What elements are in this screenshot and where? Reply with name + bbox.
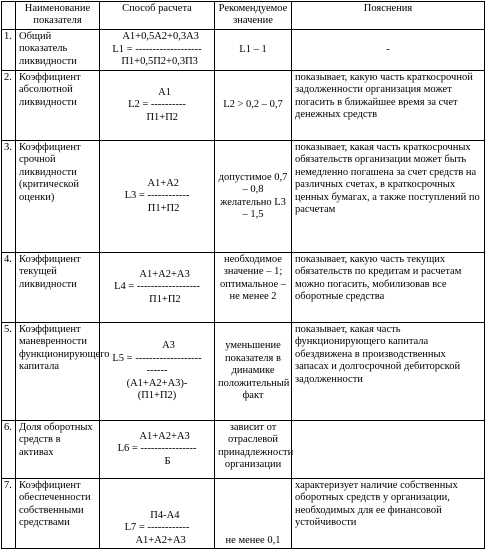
formula-fraction-line: L5 = ------------------- — [112, 352, 202, 364]
indicator-name: Коэффициент текущей ликвидности — [16, 253, 100, 323]
table-row — [2, 141, 485, 253]
table-row — [2, 253, 485, 323]
formula — [100, 141, 215, 253]
formula-denominator: П1+П2 — [134, 202, 180, 214]
formula-denominator: П1+0,5П2+0,3П3 — [116, 56, 198, 68]
row-number: 5. — [2, 323, 16, 421]
formula-numerator: A1+A2+A3 — [124, 430, 190, 442]
recommended-value: зависит от отраслевой принадлежности организации — [215, 421, 292, 479]
formula-numerator: A1+A2+A3 — [124, 268, 190, 280]
liquidity-ratios-table — [1, 1, 485, 549]
notes: - — [292, 30, 485, 71]
formula-fraction-line: L2 = ---------- — [128, 99, 186, 111]
header-num — [2, 2, 16, 30]
row-number: 2. — [2, 71, 16, 141]
formula-fraction-line: L6 = ---------------- — [117, 443, 197, 455]
formula-numerator: П4-A4 — [134, 509, 180, 521]
formula-denominator: П1+П2 — [133, 293, 181, 305]
formula — [100, 30, 215, 71]
formula-fraction-line-cont: ------ — [146, 365, 168, 377]
notes: показывает, какая часть функционирующего капитала обездвижена в производственных запасах и долгосрочной дебиторской задолженности — [292, 323, 485, 421]
table-row — [2, 479, 485, 549]
header-notes: Пояснения — [292, 2, 485, 30]
row-number: 4. — [2, 253, 16, 323]
notes: показывает, какая часть краткосрочных обязательств организации может быть немедленно погашена за счет средств на различных счетах, в краткосрочных ценных бумагах, а также поступлений по расчетам — [292, 141, 485, 253]
header-name: Наименование показателя — [16, 2, 100, 30]
indicator-name: Общий показатель ликвидности — [16, 30, 100, 71]
recommended-value: необходимое значение – 1; оптимальное – не менее 2 — [215, 253, 292, 323]
notes: показывает, какую часть текущих обязательств по кредитам и расчетам можно погасить, мобилизовав все оборотные средства — [292, 253, 485, 323]
notes — [292, 421, 485, 479]
header-method: Способ расчета — [100, 2, 215, 30]
header-recommended: Рекомендуемое значение — [215, 2, 292, 30]
recommended-value: L1 – 1 — [215, 30, 292, 71]
row-number: 7. — [2, 479, 16, 549]
recommended-value: не менее 0,1 — [215, 479, 292, 549]
indicator-name: Коэффициент срочной ликвидности (критической оценки) — [16, 141, 100, 253]
formula-denominator: П1+П2 — [135, 111, 179, 123]
row-number: 3. — [2, 141, 16, 253]
recommended-value: допустимое 0,7 – 0,8 желательно L3 – 1,5 — [215, 141, 292, 253]
indicator-name: Доля оборотных средств в активах — [16, 421, 100, 479]
recommended-value: уменьшение показателя в динамике положительный факт — [215, 323, 292, 421]
formula-fraction-line: L1 = ------------------- — [112, 43, 202, 55]
formula-fraction-line: L3 = ------------ — [124, 190, 190, 202]
formula-numerator: A1 — [142, 86, 171, 98]
formula-denominator: A1+A2+A3 — [128, 534, 186, 546]
formula-denominator: (A1+A2+A3)- — [126, 377, 188, 389]
formula-denominator: Б — [143, 455, 171, 467]
indicator-name: Коэффициент маневренности функционирующего капитала — [16, 323, 100, 421]
formula-numerator: A3 — [139, 340, 175, 352]
formula-fraction-line: L4 = ------------------ — [114, 281, 200, 293]
table-row — [2, 30, 485, 71]
table-row — [2, 323, 485, 421]
table-row — [2, 71, 485, 141]
formula — [100, 479, 215, 549]
row-number: 6. — [2, 421, 16, 479]
table-row — [2, 421, 485, 479]
notes: показывает, какую часть краткосрочной задолженности организация может погасить в ближайшее время за счет денежных средств — [292, 71, 485, 141]
formula-denominator-cont: (П1+П2) — [137, 390, 177, 402]
row-number: 1. — [2, 30, 16, 71]
indicator-name: Коэффициент обеспеченности собственными средствами — [16, 479, 100, 549]
formula — [100, 421, 215, 479]
formula-numerator: A1+A2 — [134, 177, 180, 189]
formula-numerator: A1+0,5A2+0,3A3 — [115, 31, 199, 43]
formula-fraction-line: L7 = ------------ — [124, 522, 190, 534]
recommended-value: L2 > 0,2 – 0,7 — [215, 71, 292, 141]
formula — [100, 253, 215, 323]
formula — [100, 323, 215, 421]
header-row — [2, 2, 485, 30]
notes: характеризует наличие собственных оборотных средств у организации, необходимых для ее финансовой устойчивости — [292, 479, 485, 549]
formula — [100, 71, 215, 141]
indicator-name: Коэффициент абсолютной ликвидности — [16, 71, 100, 141]
